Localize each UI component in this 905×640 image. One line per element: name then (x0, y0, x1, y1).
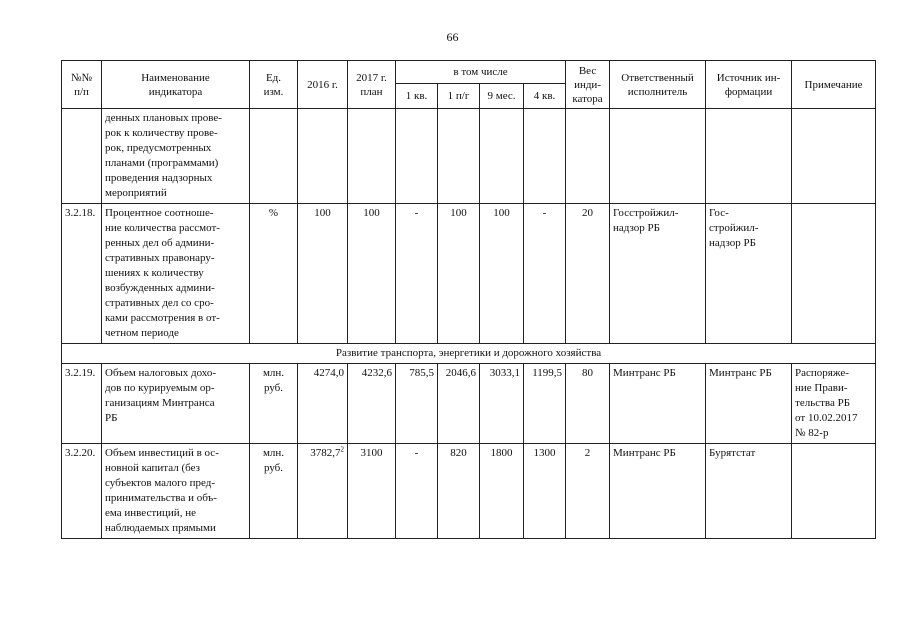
row-responsible (610, 109, 706, 204)
col-note-header: Примечание (792, 61, 876, 109)
table-row (62, 204, 876, 344)
row-weight: 20 (566, 204, 610, 344)
col-name-header: Наименование индикатора (102, 61, 250, 109)
row-9m: 1800 (480, 444, 524, 539)
row-num (62, 109, 102, 204)
row-2016-value: 3782,7 (310, 447, 341, 459)
row-responsible: Госстройжил- надзор РБ (610, 204, 706, 344)
row-note (792, 444, 876, 539)
row-h1 (438, 109, 480, 204)
page-number: 66 (446, 30, 459, 44)
row-source: Гос- стройжил- надзор РБ (706, 204, 792, 344)
col-2016-header: 2016 г. (298, 61, 348, 109)
row-num: 3.2.20. (62, 444, 102, 539)
row-2016: 4274,0 (298, 364, 348, 444)
col-responsible-header: Ответственный исполнитель (610, 61, 706, 109)
row-indicator-name: Объем налоговых дохо- дов по курируемым ор- ганизациям Минтранса РБ (102, 364, 250, 444)
row-weight: 80 (566, 364, 610, 444)
row-unit: млн. руб. (250, 364, 298, 444)
row-note: Распоряже- ние Прави- тельства РБ от 10.02.2017 № 82-р (792, 364, 876, 444)
row-q4: 1199,5 (524, 364, 566, 444)
row-9m: 3033,1 (480, 364, 524, 444)
col-q1-header: 1 кв. (396, 84, 438, 109)
table-row (62, 444, 876, 539)
row-responsible: Минтранс РБ (610, 444, 706, 539)
row-indicator-name: Объем инвестиций в ос- новной капитал (без субъектов малого пред- принимательства и объ- ема инвестиций, не наблюдаемых прямыми (102, 444, 250, 539)
col-weight-header: Вес инди- катора (566, 61, 610, 109)
row-q4: - (524, 204, 566, 344)
table-row (62, 364, 876, 444)
row-q1: - (396, 204, 438, 344)
row-q4: 1300 (524, 444, 566, 539)
row-unit: % (250, 204, 298, 344)
row-2017: 4232,6 (348, 364, 396, 444)
row-2017: 3100 (348, 444, 396, 539)
row-2016: 100 (298, 204, 348, 344)
row-weight (566, 109, 610, 204)
row-indicator-name: денных плановых прове- рок к количеству прове- рок, предусмотренных планами (программами) проведения надзорных мероприятий (102, 109, 250, 204)
row-h1: 2046,6 (438, 364, 480, 444)
row-note (792, 204, 876, 344)
row-q4 (524, 109, 566, 204)
col-q4-header: 4 кв. (524, 84, 566, 109)
row-q1: - (396, 444, 438, 539)
col-source-header: Источник ин- формации (706, 61, 792, 109)
row-source: Минтранс РБ (706, 364, 792, 444)
row-h1: 100 (438, 204, 480, 344)
row-unit: млн. руб. (250, 444, 298, 539)
row-9m (480, 109, 524, 204)
row-9m: 100 (480, 204, 524, 344)
row-h1: 820 (438, 444, 480, 539)
col-including-header: в том числе (396, 61, 566, 84)
table-row (62, 109, 876, 204)
row-num: 3.2.19. (62, 364, 102, 444)
row-indicator-name: Процентное соотноше- ние количества рассмот- ренных дел об админи- стративных правонару- шениях к количеству возбужденных админи- стративных дел со сро- ками рассмотрения в от- четном периоде (102, 204, 250, 344)
footnote-marker: 2 (340, 445, 344, 454)
col-9m-header: 9 мес. (480, 84, 524, 109)
indicators-table (61, 60, 876, 539)
col-2017-header: 2017 г. план (348, 61, 396, 109)
row-source: Бурятстат (706, 444, 792, 539)
row-2017 (348, 109, 396, 204)
section-row (62, 344, 876, 364)
row-2016 (298, 109, 348, 204)
col-h1-header: 1 п/г (438, 84, 480, 109)
section-title: Развитие транспорта, энергетики и дорожного хозяйства (62, 344, 876, 364)
row-source (706, 109, 792, 204)
row-q1 (396, 109, 438, 204)
row-unit (250, 109, 298, 204)
header-row (62, 61, 876, 84)
row-2017: 100 (348, 204, 396, 344)
row-2016 (298, 444, 348, 539)
row-q1: 785,5 (396, 364, 438, 444)
row-responsible: Минтранс РБ (610, 364, 706, 444)
row-weight: 2 (566, 444, 610, 539)
col-num-header: №№ п/п (62, 61, 102, 109)
col-unit-header: Ед. изм. (250, 61, 298, 109)
row-num: 3.2.18. (62, 204, 102, 344)
row-note (792, 109, 876, 204)
